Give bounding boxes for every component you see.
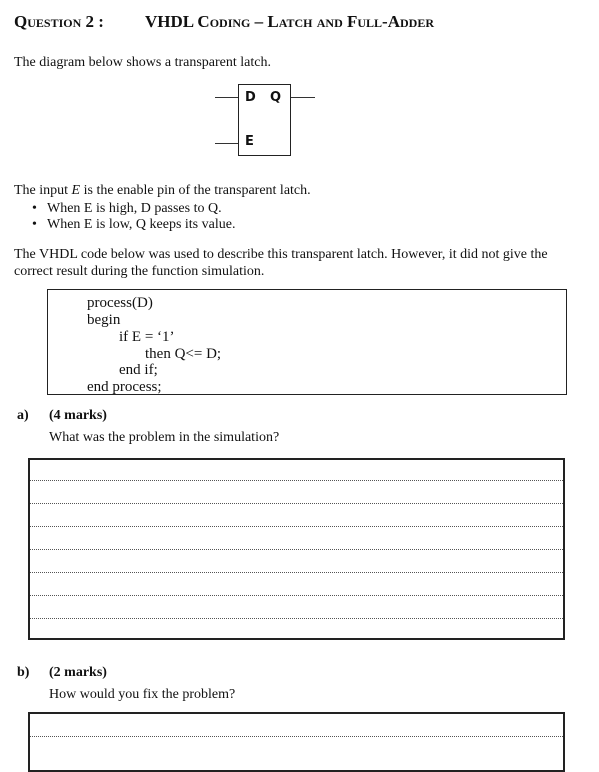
latch-e-label: E <box>245 134 254 149</box>
answer-box-a[interactable] <box>28 458 565 640</box>
code-line: end process; <box>87 379 162 395</box>
list-item: • When E is low, Q keeps its value. <box>32 217 235 233</box>
code-line: process(D) <box>87 295 153 311</box>
answer-line <box>30 736 563 737</box>
desc-var: E <box>71 183 81 198</box>
part-a-question: What was the problem in the simulation? <box>49 430 280 445</box>
q-output-wire <box>291 97 315 98</box>
behavior-list <box>32 201 235 233</box>
problem-text-line1: The VHDL code below was used to describe this transparent latch. However, it did not give the <box>14 247 548 262</box>
part-b-marks: (2 marks) <box>49 665 107 680</box>
desc-post: is the enable pin of the transparent latch. <box>80 183 311 198</box>
intro-text: The diagram below shows a transparent latch. <box>14 55 271 70</box>
list-item: • When E is high, D passes to Q. <box>32 201 235 217</box>
answer-line <box>30 572 563 573</box>
code-line: if E = ‘1’ <box>119 329 175 345</box>
code-line: begin <box>87 312 121 328</box>
desc-pre: The input <box>14 183 72 198</box>
code-line: then Q<= D; <box>145 346 222 362</box>
part-b-question: How would you fix the problem? <box>49 687 236 702</box>
latch-d-label: D <box>245 90 256 105</box>
e-input-wire <box>215 143 238 144</box>
latch-q-label: Q <box>270 90 282 105</box>
answer-box-b[interactable] <box>28 712 565 772</box>
answer-line <box>30 480 563 481</box>
answer-line <box>30 595 563 596</box>
answer-line <box>30 503 563 504</box>
part-a-marks: (4 marks) <box>49 408 107 423</box>
latch-block <box>238 84 291 156</box>
enable-description <box>14 183 311 199</box>
answer-line <box>30 549 563 550</box>
part-a-label: a) <box>17 408 29 423</box>
answer-line <box>30 618 563 619</box>
part-b-label: b) <box>17 665 30 680</box>
answer-line <box>30 526 563 527</box>
code-line: end if; <box>119 362 158 378</box>
d-input-wire <box>215 97 238 98</box>
question-number: Question 2 : <box>14 12 104 31</box>
question-heading: VHDL Coding – Latch and Full-Adder <box>145 12 434 31</box>
question-title <box>14 12 434 32</box>
code-box <box>47 289 567 395</box>
problem-text-line2: correct result during the function simulation. <box>14 264 265 279</box>
